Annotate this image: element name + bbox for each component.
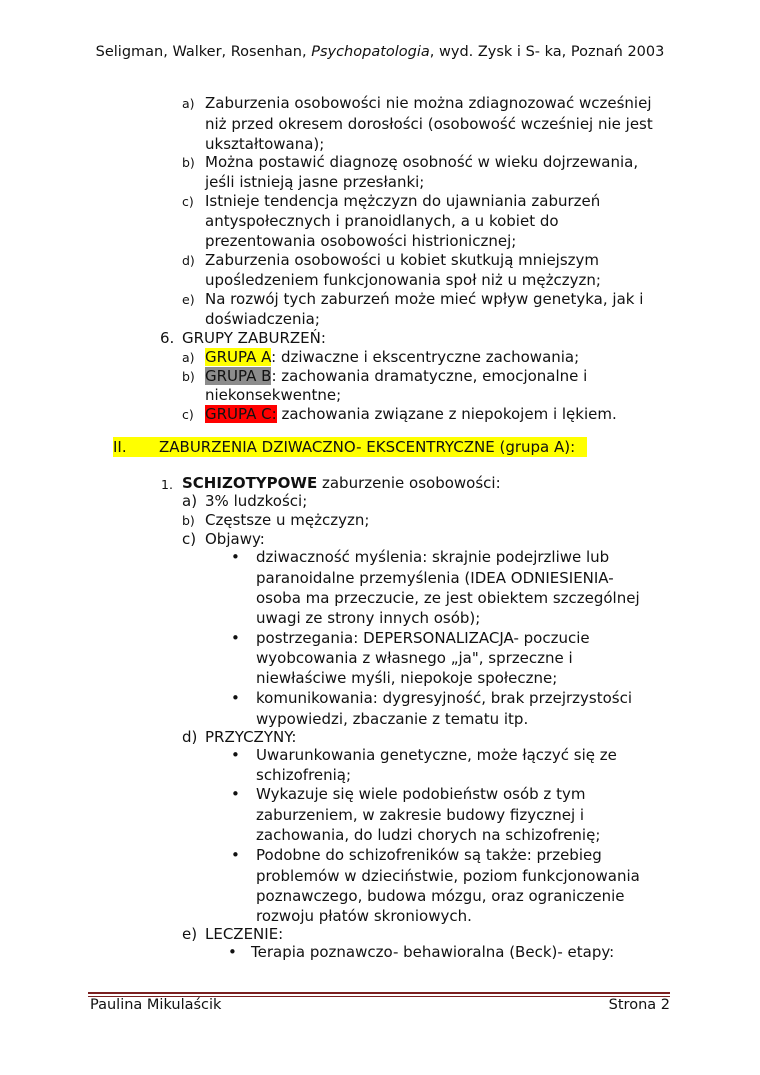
bullet-text: Uwarunkowania genetyczne, może łączyć się ze — [256, 746, 617, 764]
bullet-text: dziwaczność myślenia: skrajnie podejrzliwe lub — [256, 548, 610, 566]
footer-author: Paulina Mikulaścik — [90, 997, 222, 1013]
bullet-text: Wykazuje się wiele podobieństw osób z tym — [256, 785, 586, 803]
list-text: 3% ludzkości; — [205, 492, 308, 510]
bullet-icon: • — [231, 785, 240, 803]
list-text: Objawy: — [205, 530, 265, 548]
list-text: Zaburzenia osobowości nie można zdiagnozować wcześniej — [205, 94, 652, 112]
list-text: niż przed okresem dorosłości (osobowość wcześniej nie jest — [205, 115, 653, 133]
group-text: zachowania związane z niepokojem i lękiem. — [276, 405, 617, 423]
list-text: Istnieje tendencja mężczyzn do ujawniania zaburzeń — [205, 192, 601, 210]
bullet-text: postrzegania: DEPERSONALIZACJA- poczucie — [256, 629, 590, 647]
list-marker: a) — [182, 350, 195, 365]
list-marker: a) — [182, 492, 198, 510]
bullet-text: wyobcowania z własnego „ja", sprzeczne i — [256, 649, 573, 667]
section-title: ZABURZENIA DZIWACZNO- EKSCENTRYCZNE (grupa A): — [159, 438, 576, 456]
bullet-text: zaburzeniem, w zakresie budowy fizycznej i — [256, 806, 585, 824]
bullet-icon: • — [231, 746, 240, 764]
list-marker: 6. — [160, 329, 175, 347]
section-heading — [113, 437, 587, 457]
list-text: zaburzenie osobowości: — [317, 474, 501, 492]
bullet-text: Podobne do schizofreników są także: przebieg — [256, 846, 602, 864]
list-text: Zaburzenia osobowości u kobiet skutkują mniejszym — [205, 251, 600, 269]
bullet-icon: • — [231, 846, 240, 864]
bullet-text: wypowiedzi, zbaczanie z tematu itp. — [256, 710, 529, 728]
list-marker: d) — [182, 728, 198, 746]
bullet-text: schizofrenią; — [256, 766, 352, 784]
section-numeral: II. — [113, 438, 127, 456]
bullet-text: komunikowania: dygresyjność, brak przejrzystości — [256, 689, 633, 707]
list-text: upośledzeniem funkcjonowania społ niż u mężczyzn; — [205, 271, 601, 289]
list-marker: b) — [182, 369, 195, 384]
list-marker: b) — [182, 513, 195, 528]
list-marker: c) — [182, 530, 197, 548]
bullet-icon: • — [231, 548, 240, 566]
bullet-icon: • — [228, 943, 237, 961]
group-text: : dziwaczne i ekscentryczne zachowania; — [271, 348, 580, 366]
list-marker: c) — [182, 407, 194, 422]
group-label-highlight: GRUPA B — [205, 367, 272, 385]
list-text: antyspołecznych i pranoidlanych, a u kobiet do — [205, 212, 559, 230]
list-marker: e) — [182, 925, 198, 943]
bullet-text: uwagi ze strony innych osób); — [256, 609, 481, 627]
list-marker: b) — [182, 155, 195, 170]
disorder-name: SCHIZOTYPOWE — [182, 474, 318, 492]
bullet-text: niewłaściwe myśli, niepokoje społeczne; — [256, 669, 558, 687]
list-text: LECZENIE: — [205, 925, 284, 943]
bullet-text: problemów w dzieciństwie, poziom funkcjonowania — [256, 867, 640, 885]
list-marker: 1. — [161, 477, 173, 492]
bullet-text: paranoidalne przemyślenia (IDEA ODNIESIENIA- — [256, 569, 614, 587]
list-marker: c) — [182, 194, 194, 209]
list-text: Można postawić diagnozę osobność w wieku dojrzewania, — [205, 153, 639, 171]
list-text: doświadczenia; — [205, 310, 320, 328]
group-text: : zachowania dramatyczne, emocjonalne i — [271, 367, 588, 385]
footer-page-number: Strona 2 — [608, 997, 670, 1013]
list-text: prezentowania osobowości histrionicznej; — [205, 232, 517, 250]
list-text: ukształtowana); — [205, 135, 325, 153]
list-marker: e) — [182, 292, 195, 307]
bullet-text: Terapia poznawczo- behawioralna (Beck)- etapy: — [251, 943, 615, 961]
list-text: PRZYCZYNY: — [205, 728, 297, 746]
page-header — [0, 44, 760, 60]
bullet-text: osoba ma przeczucie, ze jest obiektem szczególnej — [256, 589, 640, 607]
list-marker: d) — [182, 253, 195, 268]
header-publisher: , wyd. Zysk i S- ka, Poznań 2003 — [429, 44, 665, 60]
footer-rule — [88, 992, 670, 994]
list-marker: a) — [182, 96, 195, 111]
group-label-highlight: GRUPA A — [205, 348, 272, 366]
group-text: niekonsekwentne; — [205, 386, 342, 404]
bullet-icon: • — [231, 689, 240, 707]
list-text: Częstsze u mężczyzn; — [205, 511, 370, 529]
bullet-text: poznawczego, budowa mózgu, oraz ograniczenie — [256, 887, 625, 905]
bullet-text: rozwoju płatów skroniowych. — [256, 907, 472, 925]
list-text: Na rozwój tych zaburzeń może mieć wpływ genetyka, jak i — [205, 290, 644, 308]
bullet-icon: • — [231, 629, 240, 647]
list-text: jeśli istnieją jasne przesłanki; — [205, 173, 425, 191]
group-label-highlight: GRUPA C: — [205, 405, 277, 423]
header-authors: Seligman, Walker, Rosenhan, — [95, 44, 312, 60]
list-text: GRUPY ZABURZEŃ: — [182, 329, 326, 347]
bullet-text: zachowania, do ludzi chorych na schizofrenię; — [256, 826, 601, 844]
header-book-title: Psychopatologia — [311, 44, 430, 60]
